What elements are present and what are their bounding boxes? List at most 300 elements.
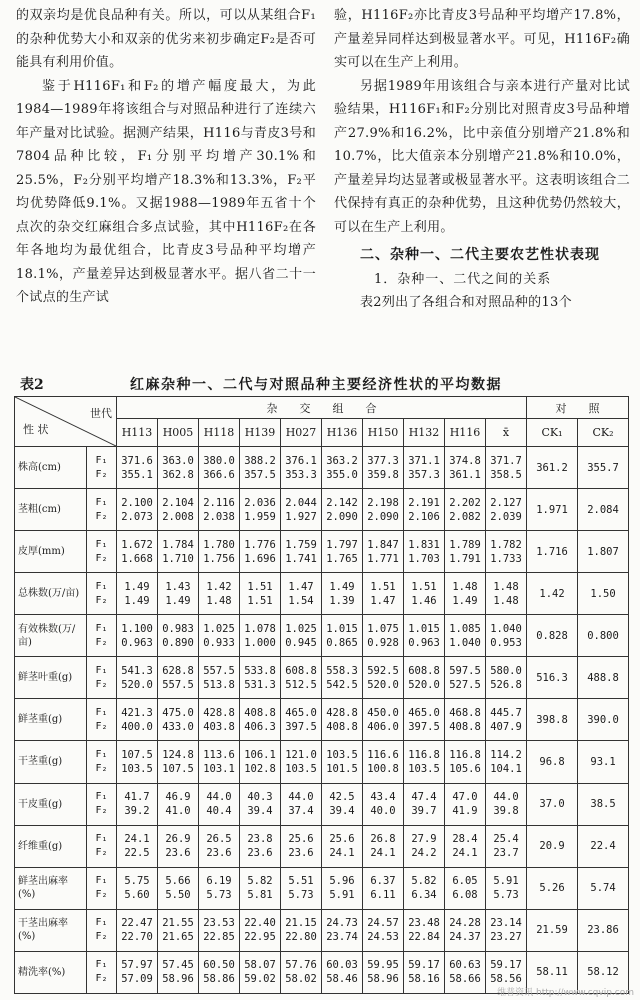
f1-value: 2.127 (490, 496, 522, 509)
value-cell (486, 447, 527, 489)
f1-value: 1.015 (326, 622, 358, 635)
value-cell (486, 531, 527, 573)
f1-value: 1.48 (452, 580, 478, 593)
value-cell (199, 699, 240, 741)
value-cell (158, 657, 199, 699)
control-value-cell: 2.084 (578, 489, 629, 531)
f1-value: 42.5 (329, 791, 355, 804)
combination-header: H132 (404, 419, 445, 447)
f2-value: 2.082 (449, 510, 481, 523)
value-cell (281, 489, 322, 531)
paragraph: 验，H116F₂亦比青皮3号品种平均增产17.8%，产量差异同样达到极显著水平。可见，H116F₂确实可以在生产上利用。 (334, 8, 630, 70)
value-cell (117, 867, 158, 909)
control-value-cell: 37.0 (527, 783, 578, 825)
control-value-cell: 1.42 (527, 573, 578, 615)
f2-value: 58.56 (490, 973, 522, 986)
f1-value: 374.8 (449, 454, 481, 467)
f1-value: 1.075 (367, 622, 399, 635)
f1-value: 22.40 (244, 917, 276, 930)
generation-cell (87, 825, 117, 867)
value-cell (486, 867, 527, 909)
f1-value: 60.50 (203, 959, 235, 972)
f1-value: 26.8 (370, 833, 396, 846)
value-cell (404, 909, 445, 951)
f2-value: 40.4 (206, 805, 232, 818)
generation-label: F₂ (95, 973, 108, 985)
value-cell (445, 489, 486, 531)
f1-value: 25.6 (329, 833, 355, 846)
f2-value: 1.47 (370, 594, 396, 607)
generation-label: F₁ (95, 538, 108, 550)
table-row (15, 447, 629, 489)
f1-value: 608.8 (408, 664, 440, 677)
f2-value: 23.74 (326, 931, 358, 944)
value-cell (322, 531, 363, 573)
f1-value: 60.03 (326, 959, 358, 972)
f1-value: 465.0 (285, 706, 317, 719)
generation-label: F₂ (95, 720, 108, 732)
f1-value: 1.797 (326, 538, 358, 551)
control-value-cell: 96.8 (527, 741, 578, 783)
value-cell (240, 783, 281, 825)
f1-value: 5.82 (247, 875, 273, 888)
generation-label: F₂ (95, 468, 108, 480)
combination-header: H005 (158, 419, 199, 447)
table-row (15, 615, 629, 657)
f1-value: 2.142 (326, 496, 358, 509)
f1-value: 557.5 (203, 664, 235, 677)
value-cell (117, 615, 158, 657)
generation-cell (87, 573, 117, 615)
value-cell (322, 909, 363, 951)
value-cell (117, 573, 158, 615)
control-value-cell: 22.4 (578, 825, 629, 867)
f2-value: 408.8 (449, 720, 481, 733)
f2-value: 24.1 (329, 847, 355, 860)
paragraph: 鉴于H116F₁和F₂的增产幅度最大，为此1984—1989年将该组合与对照品种进行了连续六年产量对比试验。据测产结果，H116与青皮3号和7804品种比较，F₁分别平均增产30.1%和25.5%，F₂分别平均增产18.3%和13.3%，F₂平均优势降低9.1%。又据1988—1989年五省十个点次的杂交红麻组合多点试验，其中H116F₂在各年各地均为最优组合，比青皮3号品种平均增产18.1%，产量差异达到极显著水平。据八省二十一个试点的生产试 (16, 78, 316, 305)
combination-header: H150 (363, 419, 404, 447)
value-cell (117, 909, 158, 951)
generation-header: 世代 (90, 407, 112, 420)
value-cell (158, 951, 199, 993)
value-cell (158, 531, 199, 573)
control-value-cell: 0.828 (527, 615, 578, 657)
f2-value: 6.11 (370, 889, 396, 902)
paragraph: 表2列出了各组合和对照品种的13个 (360, 295, 572, 310)
trait-cell: 鲜茎叶重(g) (15, 657, 87, 699)
value-cell (240, 909, 281, 951)
f2-value: 5.50 (165, 889, 191, 902)
generation-label: F₂ (95, 594, 108, 606)
generation-cell (87, 657, 117, 699)
value-cell (404, 783, 445, 825)
generation-label: F₂ (95, 510, 108, 522)
value-cell (281, 741, 322, 783)
f2-value: 22.84 (408, 931, 440, 944)
value-cell (240, 573, 281, 615)
f2-value: 520.0 (408, 678, 440, 691)
value-cell (322, 741, 363, 783)
value-cell (281, 573, 322, 615)
f2-value: 58.16 (408, 973, 440, 986)
value-cell (281, 783, 322, 825)
f1-value: 1.48 (493, 580, 519, 593)
generation-label: F₁ (95, 496, 108, 508)
control-value-cell: 0.800 (578, 615, 629, 657)
value-cell (445, 783, 486, 825)
value-cell (445, 699, 486, 741)
control-value-cell: 1.716 (527, 531, 578, 573)
value-cell (404, 951, 445, 993)
f1-value: 445.7 (490, 706, 522, 719)
left-text-column (16, 4, 316, 310)
table-row (15, 489, 629, 531)
value-cell (199, 489, 240, 531)
f1-value: 380.0 (203, 454, 235, 467)
f1-value: 44.0 (288, 791, 314, 804)
f1-value: 113.6 (203, 748, 235, 761)
generation-cell (87, 699, 117, 741)
f1-value: 24.57 (367, 917, 399, 930)
f2-value: 23.6 (165, 847, 191, 860)
value-cell (281, 951, 322, 993)
f1-value: 57.45 (162, 959, 194, 972)
f1-value: 2.191 (408, 496, 440, 509)
f2-value: 23.27 (490, 931, 522, 944)
f1-value: 468.8 (449, 706, 481, 719)
generation-label: F₁ (95, 706, 108, 718)
value-cell (117, 699, 158, 741)
f2-value: 2.038 (203, 510, 235, 523)
generation-cell (87, 783, 117, 825)
f2-value: 100.8 (367, 762, 399, 775)
combination-group-header: 杂 交 组 合 (117, 397, 527, 419)
f1-value: 1.776 (244, 538, 276, 551)
f2-value: 107.5 (162, 762, 194, 775)
f2-value: 359.8 (367, 468, 399, 481)
f1-value: 1.784 (162, 538, 194, 551)
f2-value: 23.7 (493, 847, 519, 860)
f2-value: 2.008 (162, 510, 194, 523)
f1-value: 1.42 (206, 580, 232, 593)
combination-header: H027 (281, 419, 322, 447)
value-cell (117, 531, 158, 573)
f2-value: 0.963 (121, 636, 153, 649)
value-cell (199, 657, 240, 699)
value-cell (445, 573, 486, 615)
f2-value: 0.865 (326, 636, 358, 649)
generation-label: F₂ (95, 762, 108, 774)
value-cell (199, 615, 240, 657)
f2-value: 39.7 (411, 805, 437, 818)
f1-value: 5.91 (493, 875, 519, 888)
f1-value: 114.2 (490, 748, 522, 761)
value-cell (117, 741, 158, 783)
f1-value: 2.100 (121, 496, 153, 509)
f2-value: 23.6 (247, 847, 273, 860)
f2-value: 1.48 (493, 594, 519, 607)
control-group-header: 对 照 (527, 397, 629, 419)
f1-value: 40.3 (247, 791, 273, 804)
f1-value: 1.51 (247, 580, 273, 593)
control-value-cell: 398.8 (527, 699, 578, 741)
value-cell (363, 951, 404, 993)
f2-value: 1.765 (326, 552, 358, 565)
f2-value: 22.80 (285, 931, 317, 944)
value-cell (240, 489, 281, 531)
f2-value: 5.91 (329, 889, 355, 902)
value-cell (281, 825, 322, 867)
value-cell (158, 867, 199, 909)
f1-value: 1.49 (124, 580, 150, 593)
generation-label: F₁ (95, 580, 108, 592)
value-cell (199, 447, 240, 489)
f2-value: 40.0 (370, 805, 396, 818)
f2-value: 542.5 (326, 678, 358, 691)
table-row (15, 657, 629, 699)
right-text-column (334, 4, 630, 315)
f1-value: 371.6 (121, 454, 153, 467)
value-cell (404, 741, 445, 783)
value-cell (199, 825, 240, 867)
f1-value: 363.2 (326, 454, 358, 467)
value-cell (281, 447, 322, 489)
value-cell (281, 657, 322, 699)
f1-value: 103.5 (326, 748, 358, 761)
control-value-cell: 58.11 (527, 951, 578, 993)
f1-value: 5.96 (329, 875, 355, 888)
f2-value: 1.040 (449, 636, 481, 649)
table-row (15, 531, 629, 573)
f1-value: 27.9 (411, 833, 437, 846)
f2-value: 5.73 (206, 889, 232, 902)
generation-label: F₂ (95, 636, 108, 648)
f2-value: 103.5 (285, 762, 317, 775)
generation-cell (87, 447, 117, 489)
f2-value: 520.0 (367, 678, 399, 691)
f1-value: 107.5 (121, 748, 153, 761)
value-cell (117, 783, 158, 825)
f2-value: 58.66 (449, 973, 481, 986)
f1-value: 6.05 (452, 875, 478, 888)
generation-cell (87, 951, 117, 993)
value-cell (445, 867, 486, 909)
value-cell (117, 825, 158, 867)
value-cell (322, 867, 363, 909)
generation-label: F₂ (95, 805, 108, 817)
table-row (15, 573, 629, 615)
f2-value: 0.933 (203, 636, 235, 649)
f2-value: 39.4 (329, 805, 355, 818)
value-cell (404, 699, 445, 741)
value-cell (363, 699, 404, 741)
trait-cell: 干皮重(g) (15, 783, 87, 825)
trait-cell: 有效株数(万/亩) (15, 615, 87, 657)
f1-value: 24.73 (326, 917, 358, 930)
control-value-cell: 361.2 (527, 447, 578, 489)
f2-value: 103.5 (408, 762, 440, 775)
f1-value: 592.5 (367, 664, 399, 677)
f1-value: 25.4 (493, 833, 519, 846)
f2-value: 527.5 (449, 678, 481, 691)
combination-header: x̄ (486, 419, 527, 447)
value-cell (363, 531, 404, 573)
f1-value: 57.76 (285, 959, 317, 972)
f1-value: 26.9 (165, 833, 191, 846)
f2-value: 22.70 (121, 931, 153, 944)
f1-value: 28.4 (452, 833, 478, 846)
generation-label: F₂ (95, 889, 108, 901)
f1-value: 47.4 (411, 791, 437, 804)
table-title: 红麻杂种一、二代与对照品种主要经济性状的平均数据 (130, 377, 502, 393)
f2-value: 362.8 (162, 468, 194, 481)
f1-value: 597.5 (449, 664, 481, 677)
f2-value: 1.668 (121, 552, 153, 565)
f1-value: 5.82 (411, 875, 437, 888)
f2-value: 1.741 (285, 552, 317, 565)
f2-value: 2.106 (408, 510, 440, 523)
trait-header: 性 状 (23, 423, 49, 436)
f2-value: 104.1 (490, 762, 522, 775)
value-cell (486, 699, 527, 741)
value-cell (158, 783, 199, 825)
value-cell (404, 867, 445, 909)
value-cell (445, 531, 486, 573)
f1-value: 24.1 (124, 833, 150, 846)
f1-value: 46.9 (165, 791, 191, 804)
combination-header: H116 (445, 419, 486, 447)
f1-value: 22.47 (121, 917, 153, 930)
f2-value: 406.0 (367, 720, 399, 733)
value-cell (363, 573, 404, 615)
f2-value: 1.000 (244, 636, 276, 649)
f1-value: 1.43 (165, 580, 191, 593)
value-cell (240, 699, 281, 741)
value-cell (363, 447, 404, 489)
f1-value: 376.1 (285, 454, 317, 467)
control-value-cell: 5.74 (578, 867, 629, 909)
f2-value: 1.51 (247, 594, 273, 607)
f2-value: 23.6 (206, 847, 232, 860)
combination-header: H139 (240, 419, 281, 447)
f1-value: 44.0 (493, 791, 519, 804)
value-cell (158, 699, 199, 741)
f2-value: 1.49 (124, 594, 150, 607)
f2-value: 5.73 (288, 889, 314, 902)
f1-value: 363.0 (162, 454, 194, 467)
f2-value: 59.02 (244, 973, 276, 986)
f1-value: 371.7 (490, 454, 522, 467)
f1-value: 1.759 (285, 538, 317, 551)
f2-value: 39.8 (493, 805, 519, 818)
f2-value: 1.927 (285, 510, 317, 523)
f2-value: 353.3 (285, 468, 317, 481)
value-cell (404, 657, 445, 699)
value-cell (445, 657, 486, 699)
value-cell (445, 741, 486, 783)
f1-value: 23.8 (247, 833, 273, 846)
f2-value: 0.953 (490, 636, 522, 649)
f2-value: 24.1 (452, 847, 478, 860)
data-table (14, 396, 629, 994)
value-cell (240, 615, 281, 657)
f1-value: 408.8 (244, 706, 276, 719)
generation-label: F₁ (95, 875, 108, 887)
f2-value: 103.5 (121, 762, 153, 775)
f2-value: 24.2 (411, 847, 437, 860)
f1-value: 41.7 (124, 791, 150, 804)
table-row (15, 909, 629, 951)
f2-value: 58.96 (162, 973, 194, 986)
f2-value: 58.86 (203, 973, 235, 986)
f2-value: 24.53 (367, 931, 399, 944)
f2-value: 1.756 (203, 552, 235, 565)
generation-cell (87, 615, 117, 657)
f1-value: 1.078 (244, 622, 276, 635)
f1-value: 5.51 (288, 875, 314, 888)
f2-value: 361.1 (449, 468, 481, 481)
trait-cell: 总株数(万/亩) (15, 573, 87, 615)
value-cell (281, 699, 322, 741)
f1-value: 124.8 (162, 748, 194, 761)
f1-value: 1.51 (370, 580, 396, 593)
control-value-cell: 5.26 (527, 867, 578, 909)
f2-value: 1.791 (449, 552, 481, 565)
value-cell (322, 699, 363, 741)
f1-value: 23.48 (408, 917, 440, 930)
f2-value: 358.5 (490, 468, 522, 481)
trait-cell: 纤维重(g) (15, 825, 87, 867)
f1-value: 421.3 (121, 706, 153, 719)
f2-value: 407.9 (490, 720, 522, 733)
f1-value: 1.782 (490, 538, 522, 551)
f2-value: 21.65 (162, 931, 194, 944)
f2-value: 2.073 (121, 510, 153, 523)
value-cell (240, 741, 281, 783)
f1-value: 106.1 (244, 748, 276, 761)
value-cell (158, 573, 199, 615)
f1-value: 608.8 (285, 664, 317, 677)
f2-value: 39.2 (124, 805, 150, 818)
f1-value: 59.17 (490, 959, 522, 972)
control-value-cell: 58.12 (578, 951, 629, 993)
value-cell (363, 783, 404, 825)
value-cell (322, 783, 363, 825)
f2-value: 0.945 (285, 636, 317, 649)
control-value-cell: 516.3 (527, 657, 578, 699)
f1-value: 6.37 (370, 875, 396, 888)
f2-value: 0.890 (162, 636, 194, 649)
f1-value: 450.0 (367, 706, 399, 719)
value-cell (363, 867, 404, 909)
value-cell (240, 657, 281, 699)
f1-value: 1.789 (449, 538, 481, 551)
value-cell (404, 573, 445, 615)
value-cell (240, 447, 281, 489)
f2-value: 520.0 (121, 678, 153, 691)
f1-value: 23.53 (203, 917, 235, 930)
trait-cell: 茎粗(cm) (15, 489, 87, 531)
control-value-cell: 1.807 (578, 531, 629, 573)
f1-value: 23.14 (490, 917, 522, 930)
f2-value: 357.5 (244, 468, 276, 481)
table-row (15, 867, 629, 909)
f1-value: 21.15 (285, 917, 317, 930)
generation-label: F₂ (95, 847, 108, 859)
f1-value: 6.19 (206, 875, 232, 888)
control-value-cell: 1.971 (527, 489, 578, 531)
value-cell (363, 909, 404, 951)
